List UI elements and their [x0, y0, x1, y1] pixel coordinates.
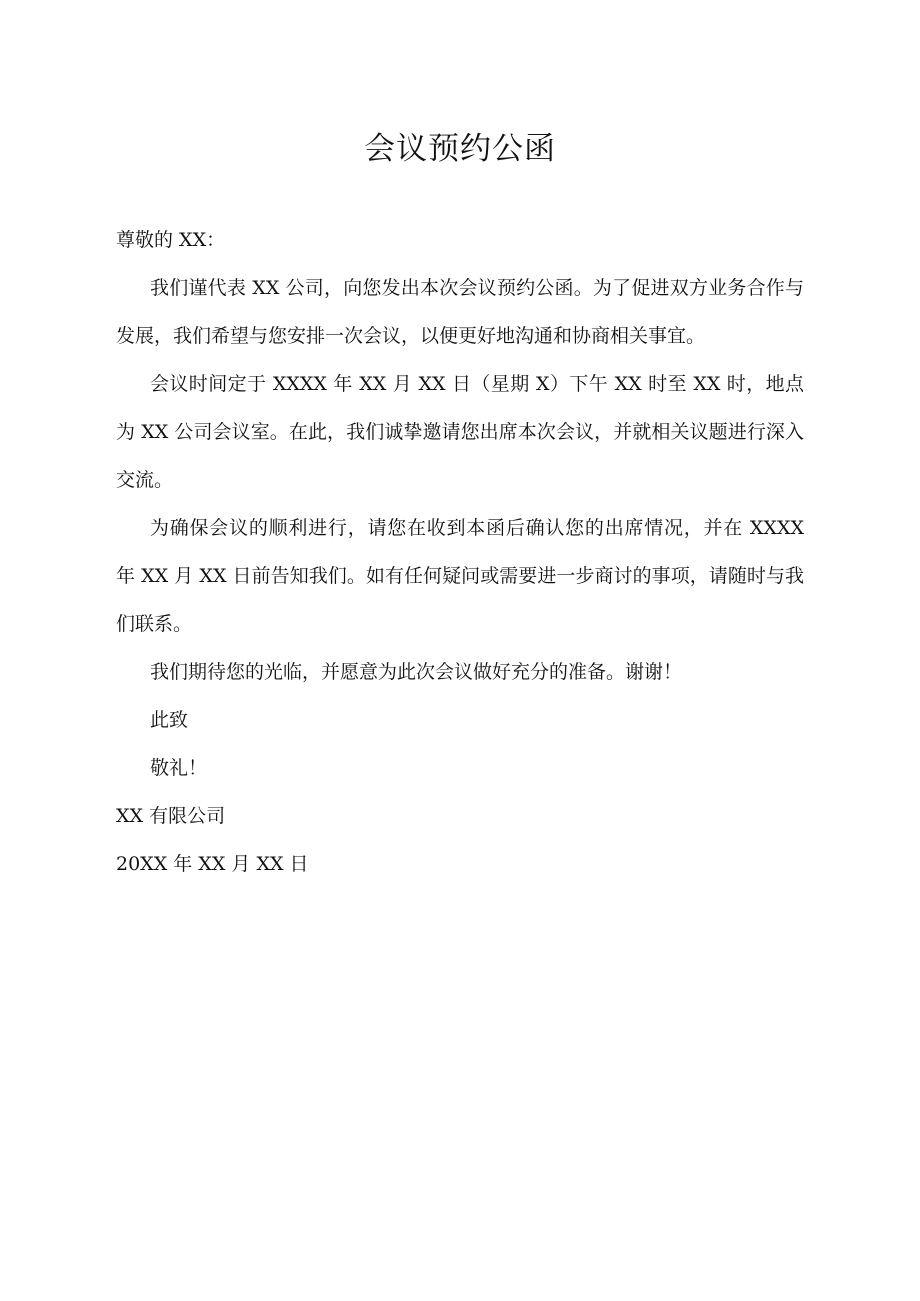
- salutation: 尊敬的 XX：: [116, 229, 226, 251]
- paragraph-confirmation: 为确保会议的顺利进行，请您在收到本函后确认您的出席情况，并在 XXXX 年 XX 月 XX 日前告知我们。如有任何疑问或需要进一步商讨的事项，请随时与我们联系。: [116, 517, 804, 635]
- closing-line-2: 敬礼！: [150, 757, 208, 779]
- letter-title: 会议预约公函: [364, 131, 556, 167]
- paragraph-meeting-time: 会议时间定于 XXXX 年 XX 月 XX 日（星期 X）下午 XX 时至 XX 时，地点为 XX 公司会议室。在此，我们诚挚邀请您出席本次会议，并就相关议题进行深入交流。: [116, 373, 804, 491]
- letter-body: [116, 216, 804, 888]
- signature-date: 20XX 年 XX 月 XX 日: [116, 853, 309, 875]
- paragraph-thanks: 我们期待您的光临，并愿意为此次会议做好充分的准备。谢谢！: [150, 661, 683, 683]
- signature-company: XX 有限公司: [116, 805, 226, 827]
- closing-line-1: 此致: [150, 709, 189, 731]
- paragraph-intro: 我们谨代表 XX 公司，向您发出本次会议预约公函。为了促进双方业务合作与发展，我们希望与您安排一次会议，以便更好地沟通和协商相关事宜。: [116, 277, 804, 347]
